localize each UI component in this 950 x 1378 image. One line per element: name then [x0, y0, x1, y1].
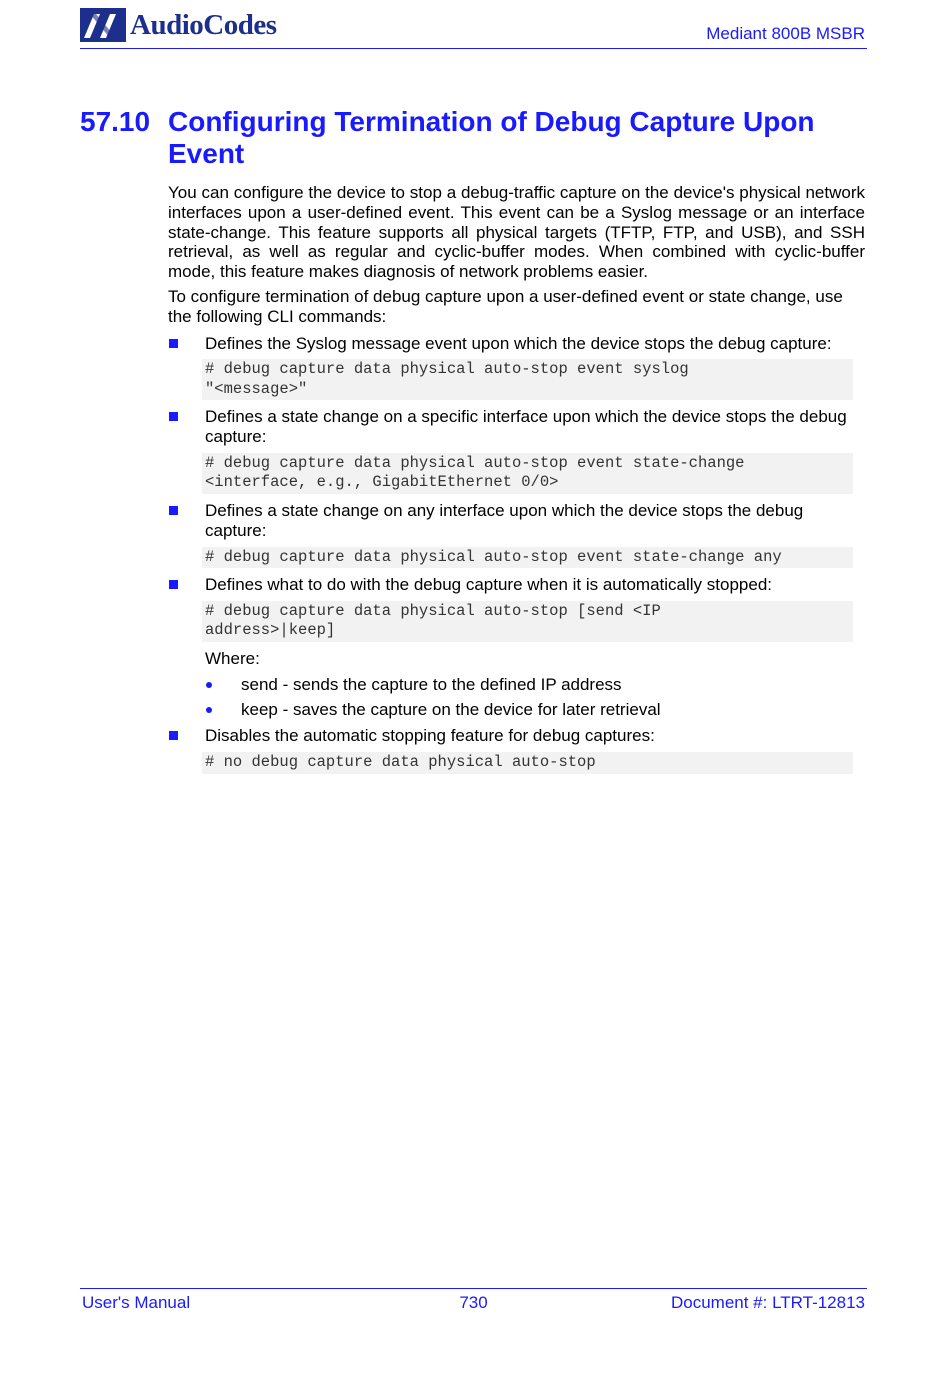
section-number: 57.10 [80, 106, 151, 137]
sub-bullet-item [168, 675, 865, 695]
bullet-item [168, 334, 865, 354]
bullet-text: Defines the Syslog message event upon which the device stops the debug capture: [205, 333, 832, 353]
dot-bullet-icon [206, 707, 212, 713]
bullet-item [168, 407, 865, 447]
audiocodes-logo-icon [80, 8, 126, 42]
square-bullet-icon [169, 412, 178, 421]
square-bullet-icon [169, 339, 178, 348]
bullet-item [168, 575, 865, 595]
audiocodes-logo [80, 6, 277, 44]
bullet-text: Defines a state change on any interface upon which the device stops the debug capture: [205, 500, 804, 540]
section-body [168, 183, 865, 781]
square-bullet-icon [169, 580, 178, 589]
code-block: # debug capture data physical auto-stop [send <IP address>|keep] [202, 601, 853, 642]
bullet-text: Disables the automatic stopping feature for debug captures: [205, 726, 655, 746]
code-block: # no debug capture data physical auto-stop [202, 752, 853, 774]
section-title: Configuring Termination of Debug Capture Upon Event [168, 106, 815, 169]
code-block: # debug capture data physical auto-stop event state-change <interface, e.g., GigabitEthernet 0/0> [202, 453, 853, 494]
bullet-item [168, 501, 865, 541]
square-bullet-icon [169, 506, 178, 515]
intro-paragraph: You can configure the device to stop a debug-traffic capture on the device's physical network interfaces upon a user-defined event. This event can be a Syslog message or an interface state-change. This feature supports all physical targets (TFTP, FTP, and USB), and SSH retrieval, as well as regular and cyclic-buffer modes. When combined with cyclic-buffer mode, this feature makes diagnosis of network problems easier. [168, 183, 865, 282]
where-label: Where: [205, 648, 260, 668]
square-bullet-icon [169, 731, 178, 740]
bullet-item [168, 726, 865, 746]
sub-bullet-text: send - sends the capture to the defined IP address [241, 674, 622, 694]
sub-bullet-text: keep - saves the capture on the device for later retrieval [241, 700, 661, 720]
sub-bullet-item [168, 700, 865, 720]
code-block: # debug capture data physical auto-stop event state-change any [202, 547, 853, 569]
page-header [80, 6, 867, 49]
dot-bullet-icon [206, 682, 212, 688]
page-footer [80, 1288, 867, 1319]
bullet-text: Defines what to do with the debug capture when it is automatically stopped: [205, 575, 773, 595]
code-block: # debug capture data physical auto-stop event syslog "<message>" [202, 359, 853, 400]
page-number: 730 [459, 1293, 488, 1312]
logo-text: AudioCodes [130, 8, 277, 41]
footer-manual-label: User's Manual [82, 1293, 191, 1312]
document-number: Document #: LTRT-12813 [670, 1293, 865, 1312]
intro-paragraph: To configure termination of debug capture upon a user-defined event or state change, use the following CLI commands: [168, 286, 843, 326]
bullet-text: Defines a state change on a specific interface upon which the device stops the debug capture: [205, 407, 847, 447]
product-name: Mediant 800B MSBR [706, 24, 865, 43]
